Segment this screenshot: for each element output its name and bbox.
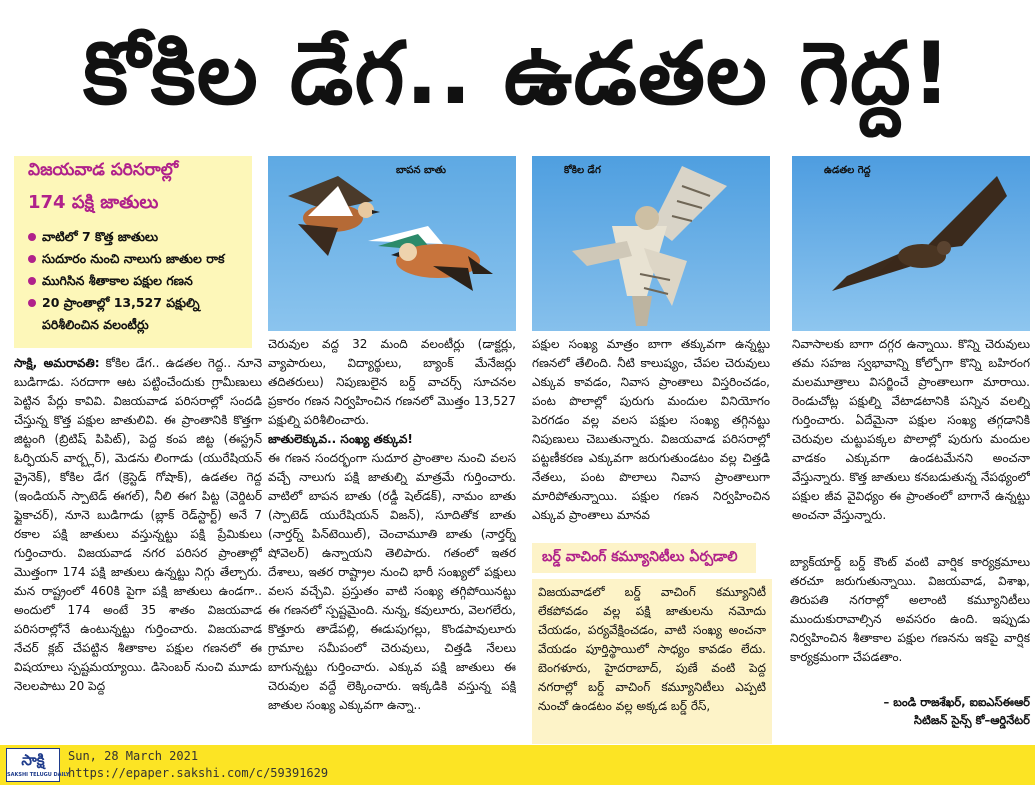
dateline: సాక్షి, అమరావతి: [14, 356, 100, 370]
highlight-item: సుదూరం నుంచి నాలుగు జాతుల రాక [28, 248, 250, 270]
article-text: కోకిల డేగ.. ఉడతల గెద్ద.. నూనె బుడిగాడు. సరదాగా ఆట పట్టించేందుకు గ్రామీణులు పెట్టిన పేర్లు కావివి. విజయవాడ పరిసరాల్లో సందడి చేస్తున్న కొత్త పక్షుల జాతులివి. ఈ ప్రాంతానికి కొత్తగా జిట్టంగి (బ్రిటిష్ పిపిట్), పెద్ద కంప జిట్ట (ఈస్ట్రన్ ఓర్ఫియన్ వార్బ్లర్), మెడను లింగాడు (యురేషియన్ వ్రైనెక్), కోకిల డేగ (క్రెస్టెడ్ గోషాక్), ఉడతల గెద్ద (ఇండియన్ స్పాటెడ్ ఈగల్), నీలి ఈగ పిట్ట (వెర్డిటర్ ఫ్లైకాచర్), నూనె బుడిగాడు (బ్లాక్ రెడ్‌స్టార్ట్) అనే 7 రకాల పక్షి జాతులు వస్తున్నట్టు పక్షి ప్రేమికులు గుర్తించారు. విజయవాడ నగర పరిసర ప్రాంతాల్లో మొత్తంగా 174 పక్షి జాతులు ఉన్నట్టు నిగ్గు తేల్చారు. మన రాష్ట్రంలో 460కి పైగా పక్షి జాతులు ఉండగా.. అందులో 174 అంటే 35 శాతం విజయవాడ పరిసరాల్లోనే ఉంటున్నట్టు గుర్తించారు. విజయవాడ నేచర్ క్లబ్ చేపట్టిన శీతాకాల పక్షుల గణనలో ఈ విషయాలు స్పష్టమయ్యాయి. డిసెంబర్ నుంచి మూడు నెలలపాటు 20 పెద్ద [14, 356, 262, 693]
article-text: ఈ గణన సందర్భంగా సుదూర ప్రాంతాల నుంచి వలస వచ్చే నాలుగు పక్షి జాతుల్ని మాత్రమే గుర్తించారు. వాటిలో బాపన బాతు (రడ్డీ షెల్‌డక్), నామం బాతు (స్పాటెడ్ యురేషియన్ విజన్), సూదితోక బాతు (నార్తర్న్ పిన్‌టెయిల్), చెంచామూతి బాతు (నార్తర్న్ షోవెలర్) ఉన్నాయని తెలిపారు. గతంలో ఇతర దేశాలు, ఇతర రాష్ట్రాల నుంచి భారీ సంఖ్యలో పక్షులు వలస వచ్చేవి. ప్రస్తుతం వాటి సంఖ్య తగ్గిపోయినట్టు ఈ గణనలో స్పష్టమైంది. నున్న, కవులూరు, వెలగలేరు, కొత్తూరు తాడేపల్లి, ఈడుపుగల్లు, కొండపావులూరు గ్రామాల సమీపంలో చెరువులు, చిత్తడి నేలలు బాగున్నట్టు గుర్తించారు. ఎక్కువ పక్షి జాతులు ఈ చెరువుల వద్దే లెక్కించారు. ఇక్కడికి వస్తున్న పక్షి జాతుల సంఖ్య ఎక్కువగా ఉన్నా.. [268, 451, 516, 712]
logo-text: సాక్షి [21, 751, 45, 769]
birdwatching-box [532, 543, 1030, 743]
highlights-count: 174 పక్షి జాతులు [28, 192, 159, 213]
edition-url[interactable]: https://epaper.sakshi.com/c/59391629 [68, 766, 329, 780]
box-text: బ్యాక్‌యార్డ్ బర్డ్ కౌంట్ వంటి వార్షిక కార్యక్రమాలు తరచూ జరుగుతున్నాయి. విజయవాడ, విశాఖ, తిరుపతి నగరాల్లో అలాంటి కమ్యూనిటీలు ముందుకురావాల్సిన అవసరం ఉంది. ఇప్పుడు నిర్వహించిన శీతాకాల పక్షుల గణనను ఇకపై వార్షిక కార్యక్రమంగా చేపడతాం. [790, 555, 1030, 664]
eagle-illustration [792, 156, 1030, 331]
byline-role: సిటిజన్ సైన్స్ కో–ఆర్డినేటర్ [913, 713, 1030, 727]
article-column-3 [532, 335, 770, 535]
box-title-bar [532, 543, 756, 573]
article-text: పక్షుల సంఖ్య మాత్రం బాగా తక్కువగా ఉన్నట్టు గణనలో తేలింది. నీటి కాలుష్యం, చేపల చెరువులు ఎక్కువ కావడం, నివాస ప్రాంతాలు విస్తరించడం, పంట పొలాల్లో పురుగు మందుల వినియోగం పెరగడం వల్ల వలస పక్షుల సంఖ్య తగ్గినట్టు నిపుణులు చెబుతున్నారు. విజయవాడ పరిసరాల్లో పట్టణీకరణ ఎక్కువగా జరుగుతుండటం వల్ల చిత్తడి నేతలు, పంట పొలాలు నివాస ప్రాంతాలుగా మారిపోతున్నాయి. పక్షుల గణన నిర్వహించిన ఎక్కువ ప్రాంతాలు మానవ [532, 337, 770, 522]
bullet-icon [28, 233, 36, 241]
article-column-4 [792, 335, 1030, 535]
box-column-2 [790, 553, 1030, 693]
byline [790, 693, 1030, 729]
shelduck-illustration [268, 156, 516, 331]
box-text: విజయవాడలో బర్డ్ వాచింగ్ కమ్యూనిటీ లేకపోవడం వల్ల పక్షి జాతులను నమోదు చేయడం, పర్యవేక్షించడం, వాటి సంఖ్య అంచనా వేయడం పూర్తిస్థాయిలో సాధ్యం కావడం లేదు. బెంగళూరు, హైదరాబాద్, పుణే వంటి పెద్ద నగరాల్లో బర్డ్ వాచింగ్ కమ్యూనిటీలు ఎప్పటి నుంచో ఉండటం వల్ల అక్కడ బర్డ్ రేస్, [538, 585, 766, 713]
photo-caption: కోకిల డేగ [564, 165, 601, 176]
box-column-1 [532, 579, 772, 744]
edition-date: Sun, 28 March 2021 [68, 749, 199, 763]
goshawk-illustration [532, 156, 770, 331]
footer-bar [0, 745, 1035, 785]
logo-subtext: SAKSHI TELUGU DAILY [7, 772, 70, 778]
photo-caption: ఉడతల గెద్ద [824, 165, 871, 176]
highlight-item: 20 ప్రాంతాల్లో 13,527 పక్షుల్ని పరిశీలించిన వలంటీర్లు [28, 292, 250, 336]
highlight-item: ముగిసిన శీతాకాల పక్షుల గణన [28, 270, 250, 292]
highlights-box [14, 156, 252, 348]
highlights-title: విజయవాడ పరిసరాల్లో [28, 160, 179, 180]
bullet-icon [28, 299, 36, 307]
highlights-list [28, 226, 250, 336]
article-column-2 [268, 335, 516, 750]
box-title: బర్డ్ వాచింగ్ కమ్యూనిటీలు ఏర్పడాలి [542, 549, 738, 565]
byline-name: – బండి రాజశేఖర్, ఐఐఎస్‌ఈఆర్ [883, 695, 1030, 709]
article-text: చెరువుల వద్ద 32 మంది వలంటీర్లు (డాక్టర్లు, వ్యాపారులు, విద్యార్థులు, బ్యాంక్ మేనేజర్లు తదితరులు) నిపుణులైన బర్డ్ వాచర్స్ సూచనల ప్రకారం గణన నిర్వహించిన గణనలో మొత్తం 13,527 పక్షుల్ని పరిశీలించారు. [268, 337, 516, 427]
photo-caption: బాపన బాతు [396, 165, 446, 176]
bullet-icon [28, 255, 36, 263]
headline: కోకిల డేగ.. ఉడతల గెద్ద! [83, 24, 952, 124]
article-subheading: జాతులెక్కువ.. సంఖ్య తక్కువ! [268, 432, 413, 446]
photo-eagle [792, 156, 1030, 331]
highlight-item: వాటిలో 7 కొత్త జాతులు [28, 226, 250, 248]
duck-1 [288, 176, 380, 256]
article-text: నివాసాలకు బాగా దగ్గర ఉన్నాయి. కొన్ని చెరువులు తమ సహజ స్వభావాన్ని కోల్పోగా కొన్ని బహిరంగ మలమూత్రాలు విసర్జించే ప్రాంతాలుగా మారాయి. రెండుచోట్ల పక్షుల్ని వేటాడటానికి పన్నిన వలల్ని గుర్తించారు. ఏదేమైనా పక్షుల సంఖ్య తగ్గడానికి చెరువుల చుట్టుపక్కల పొలాల్లో పురుగు మందుల వాడకం ఎక్కువగా ఉండటమేనని అంచనా వేస్తున్నారు. కొత్త జాతులు కనబడుతున్న నేపథ్యంలో పక్షుల జీవ వైవిధ్యం ఈ ప్రాంతంలో బాగానే ఉన్నట్టు అంచనా వేస్తున్నారు. [792, 337, 1030, 522]
duck-2 [368, 226, 493, 291]
photo-shelduck [268, 156, 516, 331]
article-column-1 [14, 354, 262, 752]
sakshi-logo[interactable] [6, 748, 70, 782]
photo-goshawk [532, 156, 770, 331]
bullet-icon [28, 277, 36, 285]
